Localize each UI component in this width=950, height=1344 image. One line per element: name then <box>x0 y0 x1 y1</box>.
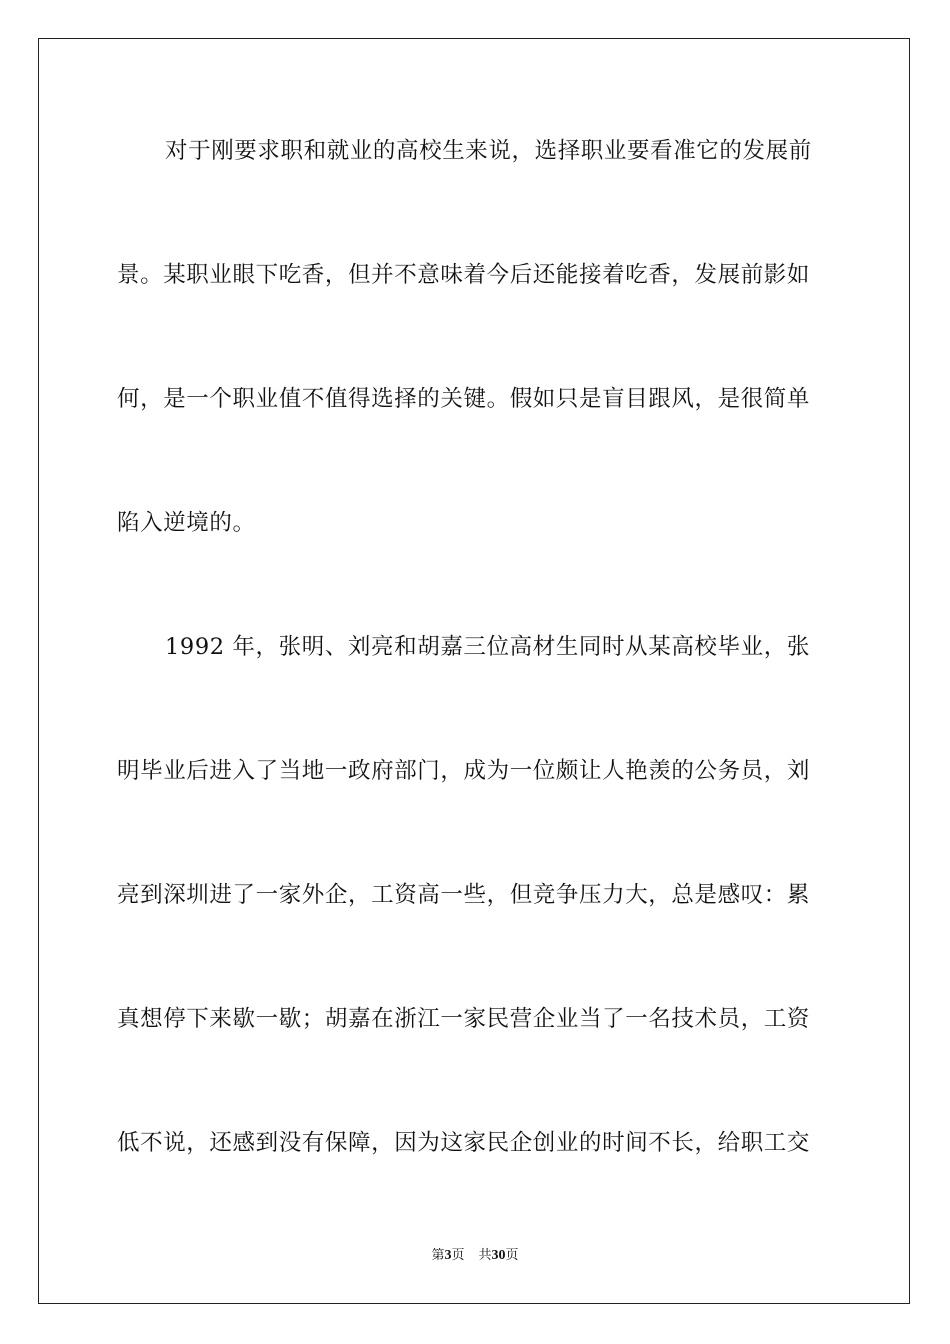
paragraph-2-line-4: 真想停下来歇一歇；胡嘉在浙江一家民营企业当了一名技术员，工资 <box>117 1006 811 1032</box>
paragraph-2-line-3: 亮到深圳进了一家外企，工资高一些，但竞争压力大，总是感叹：累 <box>117 882 811 908</box>
total-prefix: 共 <box>478 1248 492 1263</box>
paragraph-2-line-1: 1992 年，张明、刘亮和胡嘉三位高材生同时从某高校毕业，张 <box>165 634 810 660</box>
current-page-number: 3 <box>444 1248 452 1263</box>
page-prefix: 第 <box>431 1248 445 1263</box>
page-suffix: 页 <box>451 1248 465 1263</box>
paragraph-2-line-5: 低不说，还感到没有保障，因为这家民企创业的时间不长，给职工交 <box>117 1130 811 1156</box>
paragraph-1-line-3: 何，是一个职业值不值得选择的关键。假如只是盲目跟风，是很简单 <box>117 386 811 412</box>
paragraph-2-line-2: 明毕业后进入了当地一政府部门，成为一位颇让人艳羡的公务员，刘 <box>117 758 811 784</box>
page-border <box>38 38 910 1304</box>
paragraph-1-line-4: 陷入逆境的。 <box>117 510 256 536</box>
total-page-count: 30 <box>491 1248 506 1263</box>
paragraph-1-line-2: 景。某职业眼下吃香，但并不意味着今后还能接着吃香，发展前影如 <box>117 262 811 288</box>
total-suffix: 页 <box>505 1248 519 1263</box>
page-footer <box>0 1247 950 1265</box>
paragraph-1-line-1: 对于刚要求职和就业的高校生来说，选择职业要看准它的发展前 <box>165 138 812 164</box>
